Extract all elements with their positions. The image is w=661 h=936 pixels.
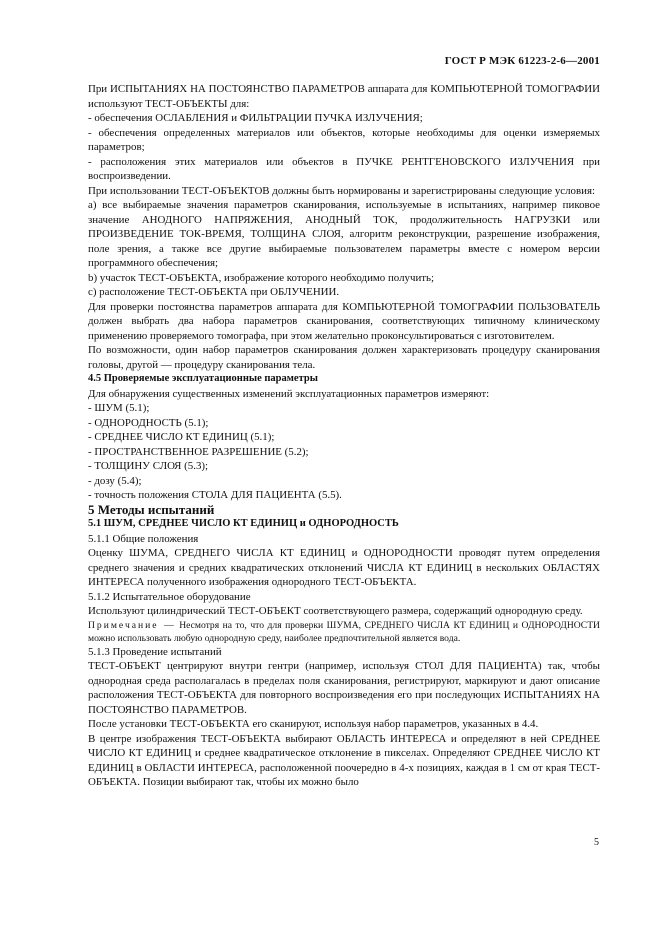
list-item: - ОДНОРОДНОСТЬ (5.1); [88, 416, 209, 429]
paragraph: В центре изображения ТЕСТ-ОБЪЕКТА выбирают ОБЛАСТЬ ИНТЕРЕСА и определяют в ней СРЕДНЕЕ ЧИСЛО КТ ЕДИНИЦ и среднее квадратическое отклонение в пикселах. Определяют СРЕДНЕЕ ЧИСЛО КТ ЕДИНИЦ в ОБЛАСТИ ИНТЕРЕСА, расположенной поочередно в 4-х позициях, каждая в 1 см от края ТЕСТ-ОБЪЕКТА. Позиции выбирают так, чтобы их можно было [88, 732, 600, 788]
paragraph: Для обнаружения существенных изменений эксплуатационных параметров измеряют: [88, 387, 490, 400]
list-item: - обеспечения ОСЛАБЛЕНИЯ и ФИЛЬТРАЦИИ ПУЧКА ИЗЛУЧЕНИЯ; [88, 112, 423, 124]
paragraph: После установки ТЕСТ-ОБЪЕКТА его сканируют, используя набор параметров, указанных в 4.4. [88, 718, 539, 730]
list-item: - расположения этих материалов или объектов в ПУЧКЕ РЕНТГЕНОВСКОГО ИЗЛУЧЕНИЯ при воспроизведении. [88, 155, 600, 182]
list-item: - ПРОСТРАНСТВЕННОЕ РАЗРЕШЕНИЕ (5.2); [88, 445, 309, 458]
list-item: c) расположение ТЕСТ-ОБЪЕКТА при ОБЛУЧЕНИИ. [88, 286, 340, 298]
note [88, 619, 600, 645]
list-item: b) участок ТЕСТ-ОБЪЕКТА, изображение которого необходимо получить; [88, 271, 435, 284]
list-item: - ТОЛЩИНУ СЛОЯ (5.3); [88, 460, 209, 472]
subsection-heading: 4.5 Проверяемые эксплуатационные параметры [88, 373, 318, 384]
note-label: Примечание — [88, 619, 176, 631]
list-item: - ШУМ (5.1); [88, 402, 150, 414]
document-header: ГОСТ Р МЭК 61223-2-6—2001 [444, 55, 600, 67]
clause-heading: 5.1.2 Испытательное оборудование [88, 590, 251, 603]
list-item: - СРЕДНЕЕ ЧИСЛО КТ ЕДИНИЦ (5.1); [88, 431, 275, 443]
section-heading: 5 Методы испытаний [88, 501, 215, 517]
document-body [88, 82, 600, 790]
note-text: Несмотря на то, что для проверки ШУМА, СРЕДНЕГО ЧИСЛА КТ ЕДИНИЦ и ОДНОРОДНОСТИ можно использовать любую однородную среду, наиболее предпочтительной является вода. [88, 619, 600, 644]
list-item: - обеспечения определенных материалов или объектов, которые необходимы для оценки измеряемых параметров; [88, 126, 600, 153]
clause-heading: 5.1.3 Проведение испытаний [88, 645, 222, 658]
paragraph: Оценку ШУМА, СРЕДНЕГО ЧИСЛА КТ ЕДИНИЦ и ОДНОРОДНОСТИ проводят путем определения среднего значения и средних квадратических отклонений ЧИСЛА КТ ЕДИНИЦ в нескольких ОБЛАСТЯХ ИНТЕРЕСА полученного изображения однородного ТЕСТ-ОБЪЕКТА. [88, 547, 600, 588]
clause-heading: 5.1.1 Общие положения [88, 532, 199, 545]
page-number: 5 [594, 837, 599, 848]
list-item: - дозу (5.4); [88, 474, 142, 487]
paragraph: При ИСПЫТАНИЯХ НА ПОСТОЯНСТВО ПАРАМЕТРОВ аппарата для КОМПЬЮТЕРНОЙ ТОМОГРАФИИ используют ТЕСТ-ОБЪЕКТЫ для: [88, 83, 600, 110]
paragraph: При использовании ТЕСТ-ОБЪЕКТОВ должны быть нормированы и зарегистрированы следующие условия: [88, 184, 596, 197]
list-item: - точность положения СТОЛА ДЛЯ ПАЦИЕНТА (5.5). [88, 489, 342, 501]
paragraph: Для проверки постоянства параметров аппарата для КОМПЬЮТЕРНОЙ ТОМОГРАФИИ ПОЛЬЗОВАТЕЛЬ должен выбрать два набора параметров сканирования, соответствующих типичному клиническому применению проверяемого томографа, при этом желательно проконсультироваться с изготовителем. [88, 300, 600, 342]
list-item: а) все выбираемые значения параметров сканирования, используемые в испытаниях, например пиковое значение АНОДНОГО НАПРЯЖЕНИЯ, АНОДНЫЙ ТОК, продолжительность НАГРУЗКИ или ПРОИЗВЕДЕНИЕ ТОК-ВРЕМЯ, ТОЛЩИНА СЛОЯ, алгоритм реконструкции, разрешение изображения, поле зрения, а также все другие выбираемые пользователем параметры вместе с номером версии программного обеспечения; [88, 199, 600, 269]
paragraph: Используют цилиндрический ТЕСТ-ОБЪЕКТ соответствующего размера, содержащий однородную среду. [88, 605, 583, 617]
paragraph: ТЕСТ-ОБЪЕКТ центрируют внутри гентри (например, используя СТОЛ ДЛЯ ПАЦИЕНТА) так, чтобы однородная среда располагалась в пределах поля сканирования, регистрируют, маркируют и дают описание расположения ТЕСТ-ОБЪЕКТА для повторного воспроизведения его при последующих ИСПЫТАНИЯХ НА ПОСТОЯНСТВО ПАРАМЕТРОВ. [88, 660, 600, 716]
subsection-heading: 5.1 ШУМ, СРЕДНЕЕ ЧИСЛО КТ ЕДИНИЦ и ОДНОРОДНОСТЬ [88, 518, 399, 529]
paragraph: По возможности, один набор параметров сканирования должен характеризовать процедуру сканирования головы, другой — процедуру сканирования тела. [88, 344, 600, 371]
